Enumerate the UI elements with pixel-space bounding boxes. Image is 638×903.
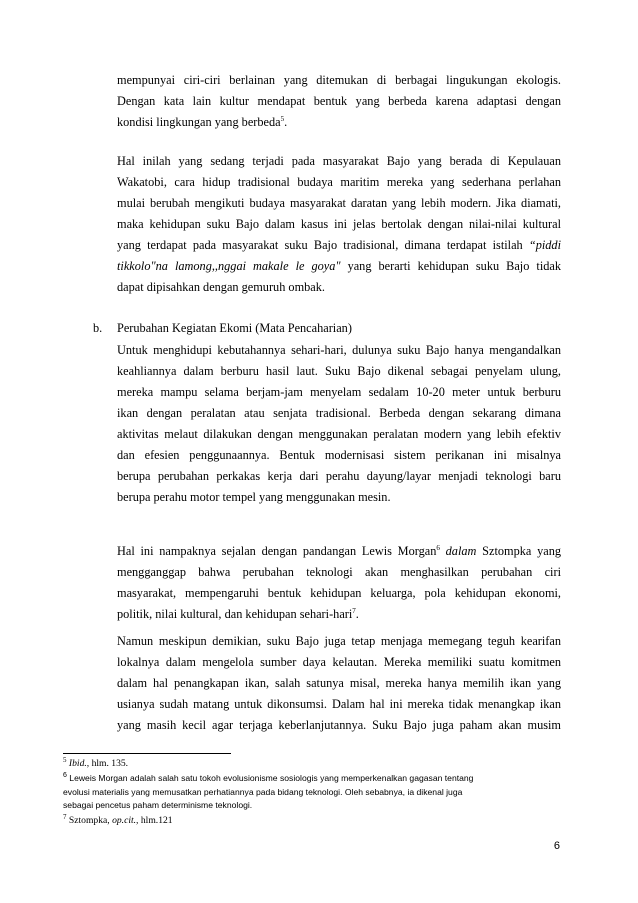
paragraph-3 — [117, 340, 561, 508]
footnote-6 — [63, 772, 563, 813]
footnote-number: 7 — [63, 812, 67, 821]
page-number: 6 — [553, 840, 560, 852]
text-line — [117, 256, 561, 277]
text-line: berupa perahu motor tempel yang menggunakan mesin. — [117, 490, 391, 504]
text-line: ikan dengan peralatan atau senjata tradisional. Berbeda dengan sekarang dimana — [117, 406, 561, 420]
text-line: Hal inilah yang sedang terjadi pada masyarakat Bajo yang berada di Kepulauan — [117, 154, 561, 168]
text-fragment: Sztompka yang — [476, 544, 561, 558]
text-line: Untuk menghidupi kebutahannya sehari-hari, dulunya suku Bajo hanya mengandalkan — [117, 343, 561, 357]
text-fragment: . — [355, 607, 359, 621]
text-line: Wakatobi, cara hidup tradisional budaya maritim mereka yang sederhana perlahan — [117, 175, 561, 189]
footnote-ref[interactable]: 7 — [352, 606, 356, 615]
italic-term: op.cit., — [112, 815, 139, 826]
text-line: lokalnya dalam mengelola sumber daya kelautan. Mereka memiliki suatu komitmen — [117, 655, 561, 669]
text-line: dalam hal penangkapan ikan, salah satunya misal, mereka hanya memilih ikan yang — [117, 676, 561, 690]
text-line — [117, 604, 561, 625]
footnote-number: 6 — [63, 772, 67, 780]
footnote-ref[interactable]: 5 — [280, 114, 285, 123]
paragraph-4 — [117, 541, 561, 625]
text-line: dan efesien penggunaannya. Bentuk modernisasi sistem perikanan ini misalnya — [117, 448, 561, 462]
text-line: mempunyai ciri-ciri berlainan yang ditemukan di berbagai lingukungan ekologis. — [117, 73, 561, 87]
text-line — [117, 235, 561, 256]
footnote-text: hlm.121 — [138, 815, 173, 826]
text-line: usianya sudah matang untuk dikonsumsi. Dalam hal ini mereka tidak menangkap ikan — [117, 697, 561, 711]
italic-term: Ibid., — [68, 758, 90, 769]
heading-text: Perubahan Kegiatan Ekomi (Mata Pencaharian) — [117, 321, 352, 335]
footnote-5 — [63, 757, 563, 771]
text-line: mereka mampu selama berjam-jam menyelam sedalam 10-20 meter untuk berburu — [117, 385, 561, 399]
paragraph-2 — [117, 151, 561, 298]
text-line: mulai berubah mengikuti budaya masyarakat daratan yang lebih modern. Jika diamati, — [117, 196, 561, 210]
text-line: yang masih kecil agar terjaga keberlanjutannya. Suku Bajo juga paham akan musim — [117, 718, 561, 732]
footnote-divider — [63, 753, 231, 754]
text-fragment: yang terdapat pada masyarakat suku Bajo tradisional, dimana terdapat istilah — [117, 238, 523, 252]
paragraph-5 — [117, 631, 561, 736]
italic-term: tikkolo"na lamong,,nggai makale le goya" — [117, 259, 341, 273]
text-line: berupa perubahan perkakas kerja dari perahu dayung/layar menjadi teknologi baru — [117, 469, 561, 483]
text-line — [117, 112, 561, 133]
text-fragment: Hal ini nampaknya sejalan dengan pandangan Lewis Morgan — [117, 544, 437, 558]
list-marker: b. — [93, 321, 103, 335]
footnote-text: Leweis Morgan adalah salah satu tokoh evolusionisme sosiologis yang memperkenalkan gagasan tentang — [69, 773, 474, 783]
text-line: dapat dipisahkan dengan gemuruh ombak. — [117, 280, 325, 294]
footnote-line: evolusi materialis yang memusatkan perhatiannya pada bidang teknologi. Oleh sebabnya, ia dikenal juga — [63, 786, 463, 797]
footnote-number: 5 — [63, 755, 67, 764]
footnote-line: sebagai pencetus paham determinisme teknologi. — [63, 800, 253, 810]
footnote-text: hlm. 135. — [89, 758, 129, 769]
text-line: aktivitas melaut dilakukan dengan menggunakan peralatan modern yang lebih efektiv — [117, 427, 561, 441]
text-line: Namun meskipun demikian, suku Bajo juga tetap menjaga memegang teguh kearifan — [117, 634, 561, 648]
italic-term: “piddi — [528, 238, 561, 252]
text-line: maka kehidupan suku Bajo dalam kasus ini jelas bertolak dengan nilai-nilai kultural — [117, 217, 561, 231]
footnote-line — [63, 772, 563, 786]
text-line: keahliannya dalam berburu hasil laut. Suku Bajo dikenal sebagai penyelam ulung, — [117, 364, 561, 378]
text-line: masyarakat, mempengaruhi bentuk kehidupan keluarga, pola kehidupan ekonomi, — [117, 586, 561, 600]
text-fragment: . — [284, 115, 288, 129]
footnote-ref[interactable]: 6 — [436, 543, 440, 552]
italic-term: dalam — [445, 544, 477, 558]
text-fragment: politik, nilai kultural, dan kehidupan sehari-hari — [117, 607, 353, 621]
text-fragment: yang berarti kehidupan suku Bajo tidak — [340, 259, 561, 273]
footnote-text: Sztompka, — [68, 815, 113, 826]
text-line: Dengan kata lain kultur mendapat bentuk yang berbeda karena adaptasi dengan — [117, 94, 561, 108]
text-line: mengganggap bahwa perubahan teknologi akan menghasilkan perubahan ciri — [117, 565, 561, 579]
text-fragment: kondisi lingkungan yang berbeda — [117, 115, 281, 129]
footnote-7 — [63, 814, 563, 828]
text-line — [117, 541, 561, 562]
section-heading — [93, 318, 352, 339]
paragraph-1 — [117, 70, 561, 133]
